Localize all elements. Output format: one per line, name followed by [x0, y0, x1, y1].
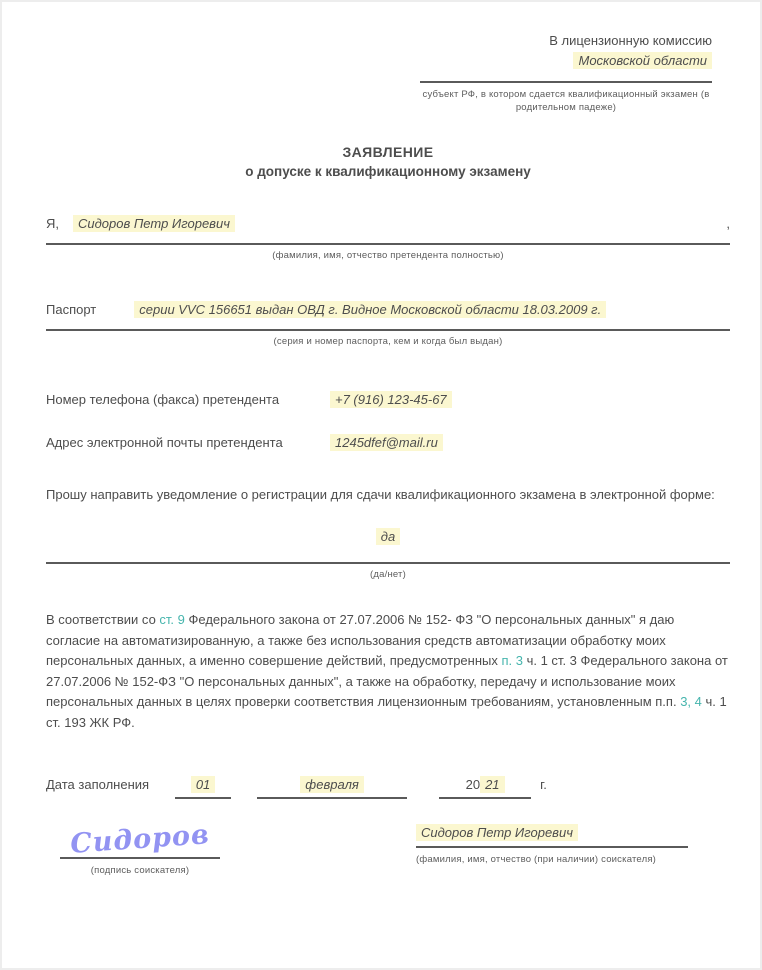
name-row	[46, 215, 730, 245]
document-title	[46, 144, 730, 179]
email-row	[46, 434, 730, 451]
date-row	[46, 777, 730, 799]
region-field-wrap	[420, 52, 712, 69]
handwritten-signature[interactable]: Сидоров	[69, 819, 211, 860]
phone-label: Номер телефона (факса) претендента	[46, 392, 280, 407]
date-month-cell	[257, 777, 407, 799]
date-year-prefix: 20	[465, 777, 481, 792]
notification-answer-wrap	[46, 529, 730, 544]
region-underline	[420, 81, 712, 83]
notification-answer-field[interactable]: да	[376, 528, 400, 545]
name-section	[46, 215, 730, 261]
passport-caption: (серия и номер паспорта, кем и когда был выдан)	[273, 336, 503, 347]
consent-text-segment: Федерального закона от 27.07.2006 № 152- ФЗ "О персональных данных" я даю согласие на автоматизированную, а также без использования средств автоматизации обработку моих персональных данных, а именно совершение действий, предусмотренных	[46, 612, 675, 668]
signature-section	[46, 819, 730, 876]
date-year-suffix: г.	[540, 777, 547, 792]
law-reference-link[interactable]: ст. 9	[159, 612, 185, 627]
consent-paragraph	[46, 610, 730, 733]
date-year-cell	[439, 777, 531, 799]
signature-name-underline	[416, 846, 688, 848]
date-day-field[interactable]: 01	[191, 776, 215, 793]
name-suffix: ,	[726, 216, 730, 231]
notification-caption: (да/нет)	[370, 569, 406, 580]
notification-request-text: Прошу направить уведомление о регистрации для сдачи квалификационного экзамена в электронной форме:	[46, 487, 715, 502]
signature-caption: (подпись соискателя)	[90, 865, 190, 876]
region-field[interactable]: Московской области	[573, 52, 712, 69]
header-addressee-section	[46, 32, 730, 114]
consent-text-segment: В соответствии со	[46, 612, 160, 627]
law-reference-link[interactable]: п. 3	[501, 653, 523, 668]
passport-section	[46, 301, 730, 347]
passport-label: Паспорт	[46, 302, 97, 317]
consent-text-segment: ч. 1 ст. 3 Федерального закона от 27.07.2006 № 152-ФЗ "О персональных данных", а также на обработку, передачу и использование моих персональных данных в целях проверки соответствия лицензионным требованиям, установленным п.п.	[46, 653, 728, 709]
full-name-field[interactable]: Сидоров Петр Игоревич	[73, 215, 235, 232]
date-label: Дата заполнения	[46, 777, 150, 792]
date-year-field[interactable]: 21	[480, 776, 504, 793]
date-month-field[interactable]: февраля	[300, 776, 364, 793]
name-prefix: Я,	[46, 216, 59, 231]
consent-text-segment: ч. 1 ст. 193 ЖК РФ.	[46, 694, 727, 730]
email-label: Адрес электронной почты претендента	[46, 435, 283, 450]
phone-row	[46, 391, 730, 408]
date-day-cell	[175, 777, 231, 799]
signature-name-wrap	[416, 825, 688, 840]
notification-underline	[46, 562, 730, 564]
law-reference-link[interactable]: 3, 4	[680, 694, 702, 709]
signature-name-caption: (фамилия, имя, отчество (при наличии) соискателя)	[416, 854, 657, 865]
addressee-line: В лицензионную комиссию	[549, 33, 712, 48]
passport-row	[46, 301, 730, 331]
name-caption: (фамилия, имя, отчество претендента полностью)	[272, 250, 504, 261]
signature-name-field[interactable]: Сидоров Петр Игоревич	[416, 824, 578, 841]
addressee-block	[420, 32, 712, 114]
email-field[interactable]: 1245dfef@mail.ru	[330, 434, 443, 451]
signature-left-block	[60, 819, 220, 876]
signature-right-block	[416, 825, 688, 876]
document-content	[2, 2, 760, 876]
region-caption: субъект РФ, в котором сдается квалификационный экзамен (в родительном падеже)	[422, 89, 710, 113]
passport-field[interactable]: серии VVC 156651 выдан ОВД г. Видное Московской области 18.03.2009 г.	[134, 301, 606, 318]
phone-field[interactable]: +7 (916) 123-45-67	[330, 391, 452, 408]
title-subtitle: о допуске к квалификационному экзамену	[245, 164, 531, 179]
title-main: ЗАЯВЛЕНИЕ	[342, 144, 434, 160]
